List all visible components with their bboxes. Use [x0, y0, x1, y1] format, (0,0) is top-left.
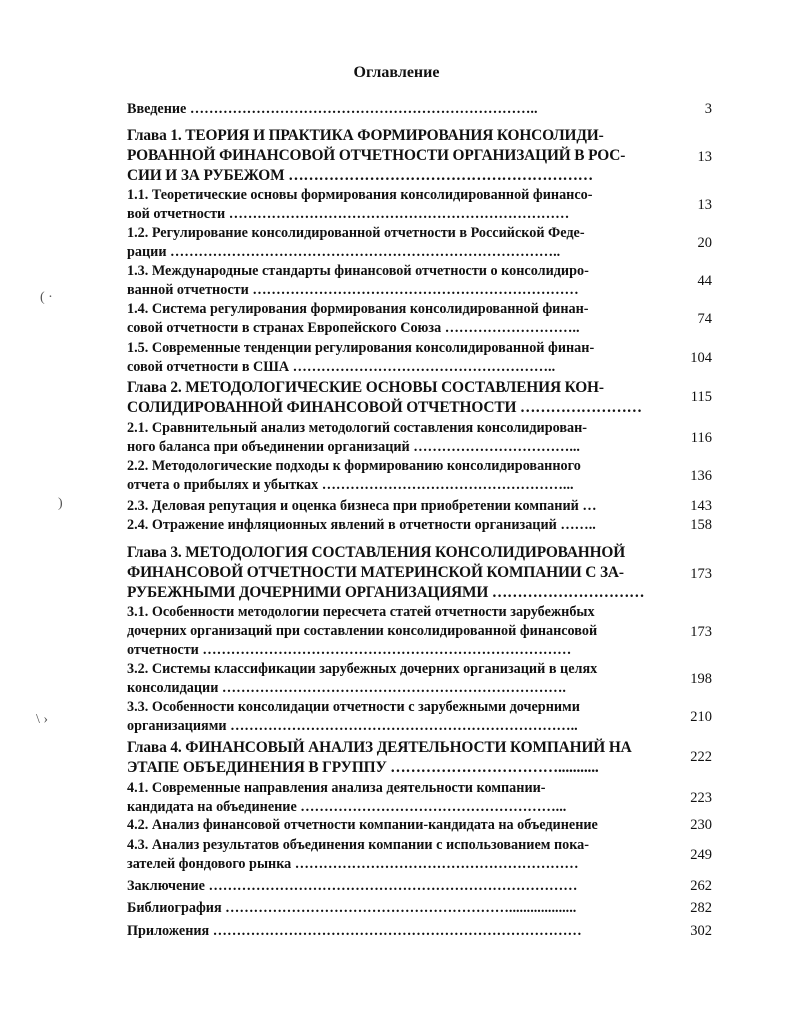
toc-page-number: 173 [690, 566, 712, 582]
toc-entry-line: совой отчетности в США ……………………………………………….. [127, 359, 556, 375]
scan-mark: ) [58, 496, 63, 511]
toc-entry-line: 3.3. Особенности консолидации отчетности с зарубежными дочерними [127, 699, 580, 715]
toc-entry-line: 4.3. Анализ результатов объединения компании с использованием пока- [127, 837, 589, 853]
toc-page-number: 13 [697, 149, 712, 165]
toc-entry-line: дочерних организаций при составлении консолидированной финансовой [127, 623, 598, 639]
toc-page-number: 198 [690, 671, 712, 687]
toc-page-number: 282 [690, 900, 712, 916]
toc-page-number: 262 [690, 878, 712, 894]
toc-entry-title [127, 100, 662, 119]
toc-entry-line: 1.1. Теоретические основы формирования консолидированной финансо- [127, 187, 593, 203]
toc-entry-title [127, 738, 662, 778]
toc-entry-line: Заключение …………………………………………………………………… [127, 878, 578, 894]
toc-entry-line: кандидата на объединение ………………………………………………... [127, 799, 567, 815]
toc-entry-title [127, 457, 662, 495]
toc-entry-title [127, 186, 662, 224]
toc-entry-line: рации ……………………………………………………………………….. [127, 244, 561, 260]
toc-entry-line: Введение ……………………………………………………………….. [127, 101, 538, 117]
toc-entry-title [127, 603, 662, 660]
toc-entry-title [127, 899, 662, 918]
toc-entry-line: СОЛИДИРОВАННОЙ ФИНАНСОВОЙ ОТЧЕТНОСТИ …………………… [127, 399, 642, 416]
toc-page-number: 13 [697, 197, 712, 213]
toc-entry-line: 1.2. Регулирование консолидированной отчетности в Российской Феде- [127, 225, 585, 241]
toc-page-number: 158 [690, 517, 712, 533]
toc-entry-line: 2.2. Методологические подходы к формированию консолидированного [127, 458, 581, 474]
toc-entry-title [127, 497, 662, 516]
toc-page-number: 143 [690, 498, 712, 514]
toc-entry-line: ЭТАПЕ ОБЪЕДИНЕНИЯ В ГРУППУ ……………………………........... [127, 759, 599, 776]
toc-entry-title [127, 816, 662, 835]
toc-page-number: 222 [690, 749, 712, 765]
toc-entry-title [127, 419, 662, 457]
toc-entry-line: 2.4. Отражение инфляционных явлений в отчетности организаций …….. [127, 517, 596, 533]
toc-entry-line: 4.1. Современные направления анализа деятельности компании- [127, 780, 546, 796]
toc-entry-title [127, 262, 662, 300]
toc-entry-title [127, 339, 662, 377]
toc-entry-title [127, 836, 662, 874]
scan-mark: ( · [40, 290, 53, 305]
toc-entry-line: Приложения …………………………………………………………………… [127, 923, 582, 939]
toc-entry-title [127, 922, 662, 941]
toc-entry-title [127, 126, 662, 186]
toc-entry-line: Библиография ……………………………………………………................... [127, 900, 577, 916]
toc-page-number: 249 [690, 847, 712, 863]
toc-title: Оглавление [353, 64, 440, 81]
toc-page-number: 223 [690, 790, 712, 806]
toc-entry-line: Глава 3. МЕТОДОЛОГИЯ СОСТАВЛЕНИЯ КОНСОЛИДИРОВАННОЙ [127, 544, 626, 561]
toc-page-number: 210 [690, 709, 712, 725]
toc-entry-line: ного баланса при объединении организаций ……………………………... [127, 439, 580, 455]
toc-entry-line: 1.3. Международные стандарты финансовой отчетности о консолидиро- [127, 263, 589, 279]
toc-page-number: 115 [690, 389, 712, 405]
toc-page-number: 44 [697, 273, 712, 289]
toc-page-number: 20 [697, 235, 712, 251]
toc-entry-title [127, 877, 662, 896]
toc-entry-line: отчета о прибылях и убытках ……………………………………………... [127, 477, 574, 493]
toc-entry-line: 1.5. Современные тенденции регулирования консолидированной финан- [127, 340, 595, 356]
toc-entry-line: отчетности …………………………………………………………………… [127, 642, 572, 658]
toc-entry-line: вой отчетности ……………………………………………………………… [127, 206, 570, 222]
toc-page-number: 74 [697, 311, 712, 327]
toc-entry-line: совой отчетности в странах Европейского Союза ……………………….. [127, 320, 580, 336]
toc-entry-title [127, 779, 662, 817]
toc-page-number: 302 [690, 923, 712, 939]
toc-entry-line: 4.2. Анализ финансовой отчетности компании-кандидата на объединение [127, 817, 598, 833]
toc-page-number: 116 [690, 430, 712, 446]
toc-entry-line: организациями ……………………………………………………………….. [127, 718, 578, 734]
toc-entry-line: 2.1. Сравнительный анализ методологий составления консолидирован- [127, 420, 587, 436]
toc-entry-title [127, 300, 662, 338]
toc-entry-line: РОВАННОЙ ФИНАНСОВОЙ ОТЧЕТНОСТИ ОРГАНИЗАЦИЙ В РОС- [127, 147, 626, 164]
toc-entry-line: ФИНАНСОВОЙ ОТЧЕТНОСТИ МАТЕРИНСКОЙ КОМПАНИИ С ЗА- [127, 564, 624, 581]
toc-entry-line: зателей фондового рынка …………………………………………………… [127, 856, 579, 872]
toc-entry-title [127, 378, 662, 418]
toc-entry-line: консолидации ………………………………………………………………. [127, 680, 566, 696]
toc-page-number: 104 [690, 350, 712, 366]
toc-entry-line: 1.4. Система регулирования формирования консолидированной финан- [127, 301, 589, 317]
toc-entry-title [127, 224, 662, 262]
toc-page-number: 3 [704, 101, 712, 117]
toc-entry-line: Глава 2. МЕТОДОЛОГИЧЕСКИЕ ОСНОВЫ СОСТАВЛЕНИЯ КОН- [127, 379, 604, 396]
toc-entry-line: Глава 1. ТЕОРИЯ И ПРАКТИКА ФОРМИРОВАНИЯ КОНСОЛИДИ- [127, 127, 604, 144]
toc-page-number: 136 [690, 468, 712, 484]
toc-entry-line: ванной отчетности …………………………………………………………… [127, 282, 579, 298]
toc-page-number: 230 [690, 817, 712, 833]
toc-entry-title [127, 660, 662, 698]
toc-entry-line: Глава 4. ФИНАНСОВЫЙ АНАЛИЗ ДЕЯТЕЛЬНОСТИ КОМПАНИЙ НА [127, 739, 632, 756]
toc-entry-line: РУБЕЖНЫМИ ДОЧЕРНИМИ ОРГАНИЗАЦИЯМИ ………………………… [127, 584, 645, 601]
toc-entry-title [127, 698, 662, 736]
toc-entry-line: 3.2. Системы классификации зарубежных дочерних организаций в целях [127, 661, 598, 677]
toc-page-number: 173 [690, 624, 712, 640]
toc-entry-title [127, 516, 662, 535]
toc-entry-line: СИИ И ЗА РУБЕЖОМ …………………………………………………… [127, 167, 594, 184]
scan-mark: \ › [36, 712, 49, 727]
toc-entry-line: 2.3. Деловая репутация и оценка бизнеса при приобретении компаний … [127, 498, 597, 514]
toc-entry-title [127, 543, 662, 603]
toc-entry-line: 3.1. Особенности методологии пересчета статей отчетности зарубежнбых [127, 604, 595, 620]
